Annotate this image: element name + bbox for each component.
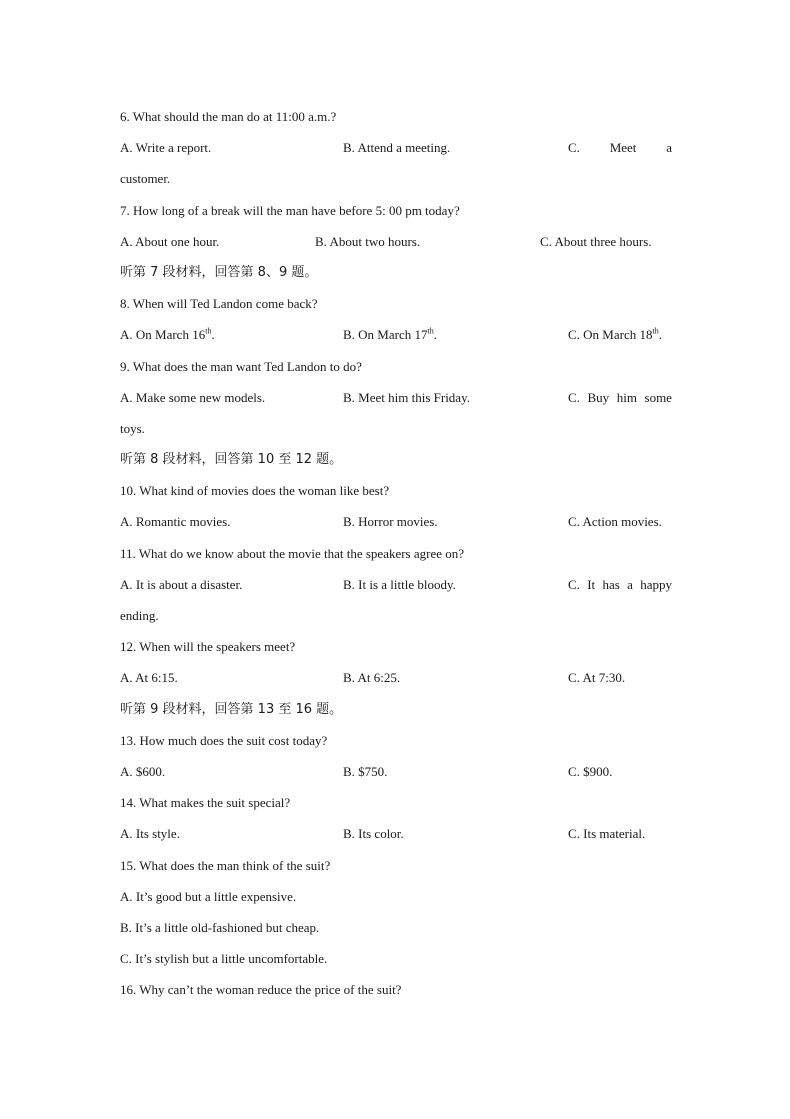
option-7c: C. About three hours.: [540, 233, 652, 249]
option-10c: C. Action movies.: [568, 514, 662, 530]
option-8a: [120, 319, 215, 350]
options-8: [120, 319, 672, 350]
option-11c-word: It: [587, 576, 596, 592]
options-7: [120, 226, 672, 257]
option-8b: [343, 319, 437, 350]
option-11c-word: C.: [568, 576, 580, 592]
option-8c: [568, 319, 662, 350]
options-13: [120, 756, 672, 787]
options-6: [120, 132, 672, 163]
ordinal-suffix: th: [427, 326, 434, 336]
option-15b: B. It’s a little old-fashioned but cheap.: [120, 919, 320, 935]
option-9c-word: Buy: [587, 389, 610, 405]
option-14c: C. Its material.: [568, 826, 646, 842]
option-11c-word: a: [627, 576, 633, 592]
option-13c: C. $900.: [568, 763, 613, 779]
option-15c: C. It’s stylish but a little uncomfortable.: [120, 951, 328, 967]
question-12: 12. When will the speakers meet?: [120, 639, 296, 655]
option-11a: A. It is about a disaster.: [120, 576, 243, 592]
option-7b: B. About two hours.: [315, 233, 421, 249]
question-7: 7. How long of a break will the man have before 5: 00 pm today?: [120, 202, 460, 218]
option-9c-continuation: toys.: [120, 420, 145, 436]
option-9c: [568, 382, 672, 413]
option-9c-word: some: [644, 389, 672, 405]
question-page: [120, 101, 672, 1005]
option-15a: A. It’s good but a little expensive.: [120, 888, 297, 904]
question-8: 8. When will Ted Landon come back?: [120, 296, 318, 312]
ordinal-suffix: th: [205, 326, 212, 336]
option-6c-word: C.: [568, 140, 580, 156]
section-heading-9: 听第 9 段材料，回答第 13 至 16 题。: [120, 701, 343, 717]
option-11c-word: happy: [640, 576, 672, 592]
option-8c-text: C. On March 18: [568, 327, 653, 343]
question-9: 9. What does the man want Ted Landon to do?: [120, 358, 362, 374]
question-6: 6. What should the man do at 11:00 a.m.?: [120, 109, 337, 124]
option-6c: [568, 132, 672, 163]
options-12: [120, 662, 672, 693]
option-6c-word: a: [666, 140, 672, 156]
question-15: 15. What does the man think of the suit?: [120, 857, 331, 873]
option-9c-word: him: [616, 389, 637, 405]
option-9b: B. Meet him this Friday.: [343, 389, 470, 405]
period: .: [433, 327, 437, 343]
option-12c: C. At 7:30.: [568, 670, 626, 686]
option-11c-word: has: [602, 576, 620, 592]
option-8a-text: A. On March 16: [120, 327, 206, 343]
option-14b: B. Its color.: [343, 826, 404, 842]
options-9: [120, 382, 672, 413]
option-13a: A. $600.: [120, 763, 166, 779]
option-6c-word: Meet: [609, 140, 637, 156]
option-13b: B. $750.: [343, 763, 388, 779]
question-16: 16. Why can’t the woman reduce the price of the suit?: [120, 982, 402, 998]
period: .: [211, 327, 215, 343]
option-14a: A. Its style.: [120, 826, 180, 842]
option-10b: B. Horror movies.: [343, 514, 438, 530]
option-9c-word: C.: [568, 389, 580, 405]
option-11c-continuation: ending.: [120, 608, 159, 623]
option-12b: B. At 6:25.: [343, 670, 401, 686]
option-8b-text: B. On March 17: [343, 327, 428, 343]
options-10: [120, 506, 672, 537]
option-12a: A. At 6:15.: [120, 670, 178, 686]
question-10: 10. What kind of movies does the woman like best?: [120, 483, 390, 499]
question-14: 14. What makes the suit special?: [120, 795, 291, 811]
section-heading-7: 听第 7 段材料，回答第 8、9 题。: [120, 264, 318, 280]
option-11c: [568, 569, 672, 600]
question-13: 13. How much does the suit cost today?: [120, 732, 328, 748]
option-6a: A. Write a report.: [120, 140, 212, 156]
option-7a: A. About one hour.: [120, 233, 220, 249]
option-10a: A. Romantic movies.: [120, 514, 231, 530]
section-heading-8: 听第 8 段材料，回答第 10 至 12 题。: [120, 452, 343, 468]
option-11b: B. It is a little bloody.: [343, 576, 456, 592]
option-9a: A. Make some new models.: [120, 389, 266, 405]
option-6b: B. Attend a meeting.: [343, 140, 451, 156]
period: .: [658, 327, 662, 343]
option-6c-continuation: customer.: [120, 171, 171, 187]
options-14: [120, 818, 672, 849]
options-11: [120, 569, 672, 600]
ordinal-suffix: th: [652, 326, 659, 336]
question-11: 11. What do we know about the movie that the speakers agree on?: [120, 545, 465, 561]
